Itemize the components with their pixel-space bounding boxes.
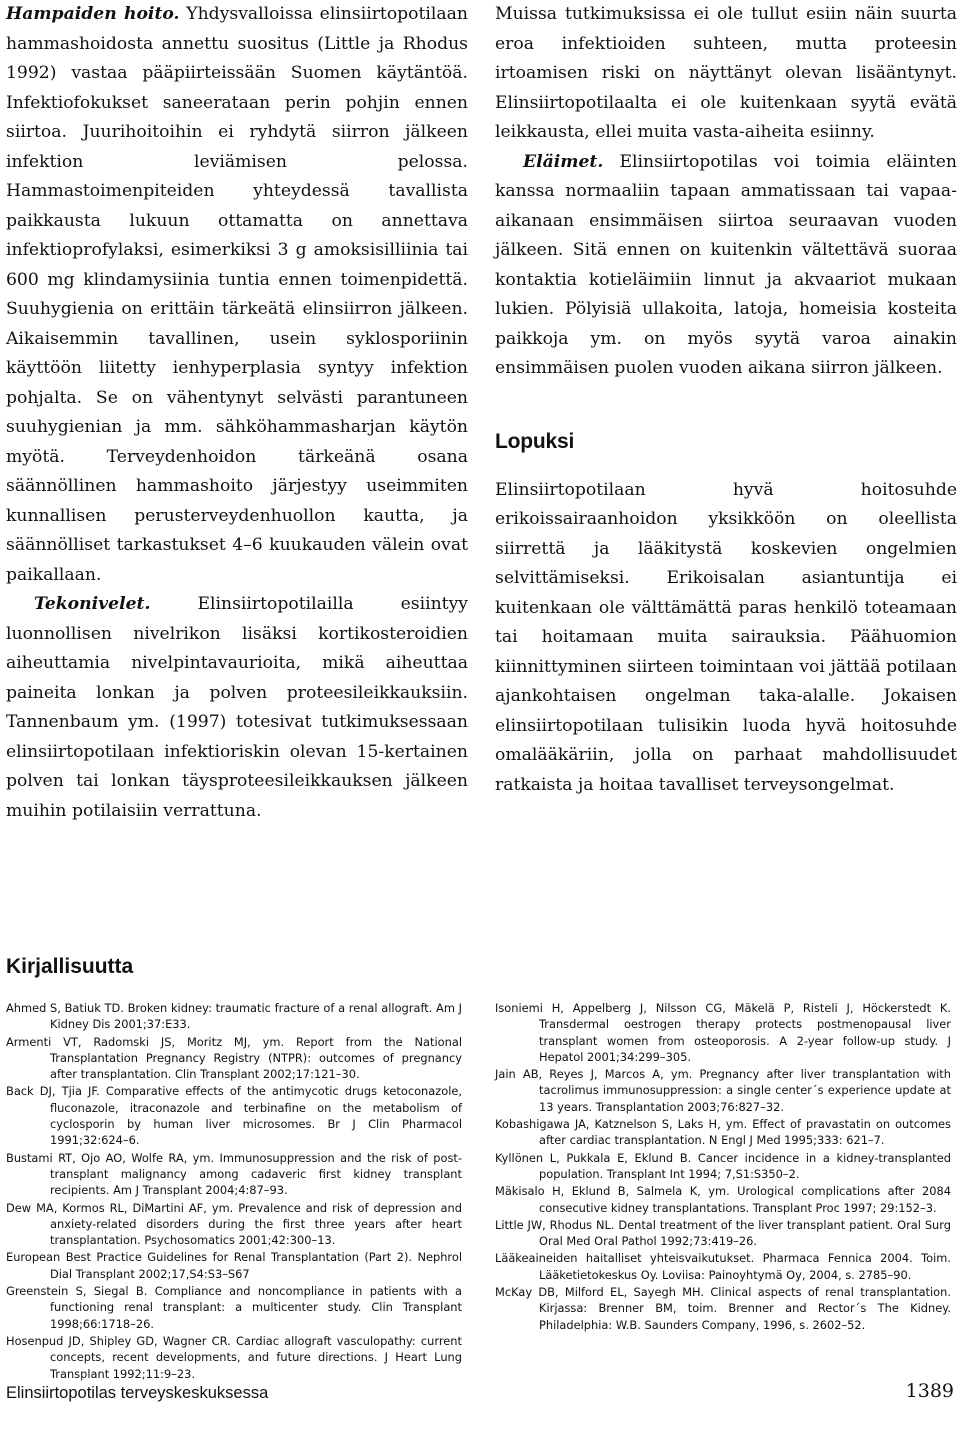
references-left-column [6,1000,462,1383]
paragraph-heading-animals: Eläimet. [523,151,604,172]
reference-item: Jain AB, Reyes J, Marcos A, ym. Pregnancy after liver transplantation with tacrolimus immunosuppression: a single center´s experience update at 13 years. Transplantation 2003;76:827–32. [495,1067,951,1114]
paragraph-text-dental-care: Yhdysvalloissa elinsiirtopotilaan hammashoidosta annettu suositus (Little ja Rhodus 1992) vastaa pääpiirteissään Suomen käytäntöä. Infektiofokukset saneerataan perin pohjin ennen siirtoa. Juurihoitoihin ei ryhdytä siirron jälkeen infektion leviämisen pelossa. Hammastoimenpiteiden yhteydessä tavallista paikkausta lukuun ottamatta on annettava infektioprofylaksi, esimerkiksi 3 g amoksisilliinia tai 600 mg klindamysiinia tuntia ennen toimenpidettä. Suuhygienia on erittäin tärkeätä elinsiirron jälkeen. Aikaisemmin tavallinen, usein syklosporiinin käyttöön liitetty ienhyperplasia syntyy infektion pohjalta. Se on vähentynyt selvästi parantuneen suuhygienian ja mm. sähköhammasharjan käytön myötä. Terveydenhoidon tärkeänä osana säännöllinen hammashoito järjestyy useimmiten kunnallisen perusterveydenhuollon kautta, ja säännölliset tarkastukset 4–6 kuukauden välein ovat paikallaan. [6,4,468,585]
left-text-column [6,0,468,826]
paragraph-text-animals: Elinsiirtopotilas voi toimia eläinten kanssa normaaliin tapaan ammatissaan tai vapaa-aikanaan ensimmäisen siirtoa seuraavan vuoden jälkeen. Sitä ennen on kuitenkin vältettävä suoraa kontaktia kotieläimiin linnut ja akvaariot mukaan lukien. Pölyisiä ullakoita, latoja, homeisia kosteita paikkoja ym. on myös syytä varoa ainakin ensimmäisen puolen vuoden aikana siirron jälkeen. [495,151,957,378]
paragraph-dental-care [6,0,468,590]
reference-item: Armenti VT, Radomski JS, Moritz MJ, ym. Report from the National Transplantation Pregnancy Registry (NTPR): outcomes of pregnancy after transplantation. Clin Transplant 2002;17:121–30. [6,1034,462,1082]
reference-item: Ahmed S, Batiuk TD. Broken kidney: traumatic fracture of a renal allograft. Am J Kidney Dis 2001;37:E33. [6,1001,462,1032]
page-number: 1389 [905,1380,954,1402]
section-heading-conclusion: Lopuksi [495,429,575,453]
reference-item: Greenstein S, Siegal B. Compliance and noncompliance in patients with a functioning renal transplant: a multicenter study. Clin Transplant 1998;66:1718–26. [6,1284,462,1331]
reference-item: European Best Practice Guidelines for Renal Transplantation (Part 2). Nephrol Dial Transplant 2002;17,S4:S3–S67 [6,1250,462,1281]
reference-item: Back DJ, Tjia JF. Comparative effects of the antimycotic drugs ketoconazole, fluconazole, itraconazole and terbinafine on the metabolism of cyclosporin by human liver microsomes. Br J Clin Pharmacol 1991;32:624–6. [6,1084,462,1148]
paragraph-heading-dental-care: Hampaiden hoito. [6,4,180,24]
reference-item: McKay DB, Milford EL, Sayegh MH. Clinical aspects of renal transplantation. Kirjassa: Brenner BM, toim. Brenner and Rector´s The Kidney. Philadelphia: W.B. Saunders Company, 1996, s. 2602–52. [495,1285,951,1332]
reference-item: Dew MA, Kormos RL, DiMartini AF, ym. Prevalence and risk of depression and anxiety-related disorders during the first three years after heart transplantation. Psychosomatics 2001;42:300–13. [6,1200,462,1248]
right-text-column [495,0,957,800]
paragraph-text-joint-prostheses: Elinsiirtopotilailla esiintyy luonnollisen nivelrikon lisäksi kortikosteroidien aiheuttamia nivelpintavaurioita, mikä aiheuttaa paineita lonkan ja polven proteesileikkauksiin. Tannenbaum ym. (1997) totesivat tutkimuksessaan elinsiirtopotilaan infektioriskin olevan 15-kertainen polven tai lonkan täysproteesileikkauksen jälkeen muihin potilaisiin verrattuna. [6,594,468,821]
references-heading: Kirjallisuutta [6,955,134,978]
reference-item: Kobashigawa JA, Katznelson S, Laks H, ym. Effect of pravastatin on outcomes after cardiac transplantation. N Engl J Med 1995;333: 621–7. [495,1117,951,1148]
references-right-column [495,1000,951,1334]
reference-item: Little JW, Rhodus NL. Dental treatment of the liver transplant patient. Oral Surg Oral Med Oral Pathol 1992;73:419–26. [495,1217,951,1249]
reference-item: Isoniemi H, Appelberg J, Nilsson CG, Mäkelä P, Risteli J, Höckerstedt K. Transdermal oestrogen therapy protects postmenopausal liver transplant women from osteoporosis. A 2-year follow-up study. J Hepatol 2001;34:299–305. [495,1001,951,1064]
reference-item: Bustami RT, Ojo AO, Wolfe RA, ym. Immunosuppression and the risk of post-transplant malignancy among cadaveric first kidney transplant recipients. Am J Transplant 2004;4:87–93. [6,1150,462,1198]
reference-item: Hosenpud JD, Shipley GD, Wagner CR. Cardiac allograft vasculopathy: current concepts, recent developments, and future directions. J Heart Lung Transplant 1992;11:9–23. [6,1333,462,1381]
paragraph-conclusion: Elinsiirtopotilaan hyvä hoitosuhde erikoissairaanhoidon yksikköön on oleellista siirrettä ja lääkitystä koskevien ongelmien selvittämiseksi. Erikoisalan asiantuntija ei kuitenkaan ole välttämättä paras henkilö toteamaan tai hoitamaan muita sairauksia. Päähuomion kiinnittyminen siirteen toimintaan voi jättää potilaan ajankohtaisen ongelman taka-alalle. Jokaisen elinsiirtopotilaan tulisikin luoda hyvä hoitosuhde omalääkäriin, jolla on parhaat mahdollisuudet ratkaista ja hoitaa tavalliset terveysongelmat. [495,479,957,795]
reference-item: Kyllönen L, Pukkala E, Eklund B. Cancer incidence in a kidney-transplanted population. Transplant Int 1994; 7,S1:S350–2. [495,1150,951,1181]
reference-item: Lääkeaineiden haitalliset yhteisvaikutukset. Pharmaca Fennica 2004. Toim. Lääketietokeskus Oy. Loviisa: Painoyhtymä Oy, 2004, s. 2785–90. [495,1251,951,1282]
reference-item: Mäkisalo H, Eklund B, Salmela K, ym. Urological complications after 2084 consecutive kidney transplantations. Transplant Proc 1997; 29:152–3. [495,1184,951,1215]
paragraph-heading-joint-prostheses: Tekonivelet. [34,594,151,614]
paragraph-prosthesis-continuation: Muissa tutkimuksissa ei ole tullut esiin näin suurta eroa infektioiden suhteen, mutta proteesin irtoamisen riski on näyttänyt olevan lisääntynyt. Elinsiirtopotilaalta ei ole kuitenkaan syytä evätä leikkausta, ellei muita vasta-aiheita esiinny. [495,4,957,142]
paragraph-joint-prostheses [6,590,468,826]
running-footer-title: Elinsiirtopotilas terveyskeskuksessa [6,1384,269,1402]
paragraph-animals [495,148,957,384]
